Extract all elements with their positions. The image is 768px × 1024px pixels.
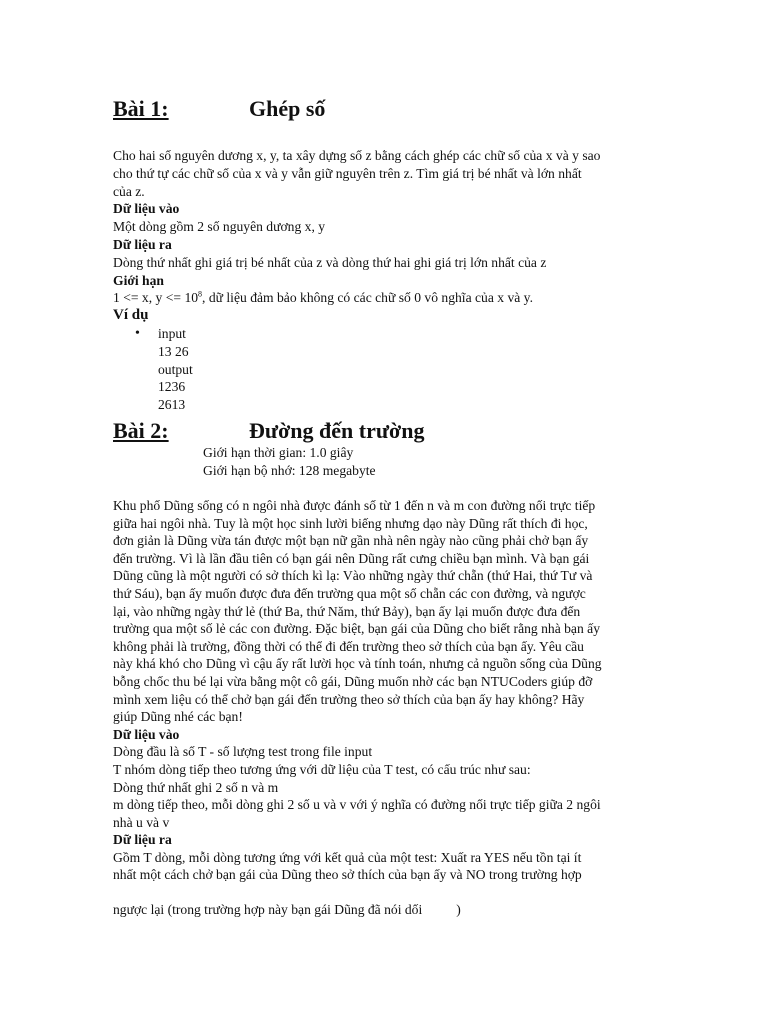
output-line: Gồm T dòng, mỗi dòng tương ứng với kết quả của một test: Xuất ra YES nếu tồn tại ít	[113, 849, 582, 865]
problem-1-label: Bài 1:	[113, 96, 169, 121]
input-line: T nhóm dòng tiếp theo tương ứng với dữ liệu của T test, có cấu trúc như sau:	[113, 761, 531, 777]
memory-limit: Giới hạn bộ nhớ: 128 megabyte	[203, 462, 376, 478]
problem-1-heading	[113, 96, 325, 122]
input-line: m dòng tiếp theo, mỗi dòng ghi 2 số u và v với ý nghĩa có đường nối trực tiếp giữa 2 ngôi	[113, 797, 601, 813]
example-line: input	[158, 325, 186, 341]
intro-line: Cho hai số nguyên dương x, y, ta xây dựng số z bằng cách ghép các chữ số của x và y sao	[113, 148, 601, 163]
problem-2-body	[113, 497, 658, 919]
story-line: thứ Sáu), bạn ấy muốn được đưa đến trường qua một số chẵn các con đường, và ngược	[113, 585, 586, 601]
example-line: 13 26	[158, 343, 189, 359]
story-line: này khá khó cho Dũng vì cậu ấy rất lười học và tính toán, nhưng cả nguồn sống của Dũng	[113, 656, 602, 672]
output-description: Dòng thứ nhất ghi giá trị bé nhất của z và dòng thứ hai ghi giá trị lớn nhất của z	[113, 254, 547, 270]
example-list	[113, 325, 658, 414]
output-line-tail	[113, 901, 658, 919]
problem-2-limits	[203, 444, 376, 480]
intro-line: cho thứ tự các chữ số của x và y vẫn giữ nguyên trên z. Tìm giá trị bé nhất và lớn nhất	[113, 165, 582, 181]
problem-1-body	[113, 147, 658, 414]
story-line: Khu phố Dũng sống có n ngôi nhà được đánh số từ 1 đến n và m con đường nối trực tiếp	[113, 498, 596, 513]
problem-2-heading	[113, 418, 424, 444]
input-heading-2: Dữ liệu vào	[113, 726, 180, 742]
output-tail-end: )	[456, 902, 461, 918]
story-line: bỗng chốc thu bé lại vừa bằng một cô gái, Dũng muốn nhờ các bạn NTUCoders giúp đỡ	[113, 673, 593, 689]
story-line: đơn giản là Dũng vừa tán được một bạn nữ gần nhà nên ngày nào cũng phải chở bạn ấy	[113, 533, 589, 549]
input-line: Dòng đầu là số T - số lượng test trong file input	[113, 744, 373, 760]
example-line: 1236	[158, 379, 186, 395]
story-line: mình xem liệu có thể chở bạn gái đến trường theo sở thích của bạn ấy hay không? Hãy	[113, 691, 585, 707]
problem-2-label: Bài 2:	[113, 418, 169, 443]
time-limit: Giới hạn thời gian: 1.0 giây	[203, 445, 354, 460]
story-line: không phải là trường, đồng thời có thể đi đến trường theo sở thích của bạn ấy. Yêu cầu	[113, 638, 584, 654]
output-heading-2: Dữ liệu ra	[113, 832, 172, 848]
input-heading: Dữ liệu vào	[113, 201, 180, 217]
limit-exponent: 8	[198, 289, 203, 299]
input-description: Một dòng gồm 2 số nguyên dương x, y	[113, 219, 326, 235]
intro-line: của z.	[113, 183, 145, 199]
problem-2-title: Đường đến trường	[249, 418, 425, 443]
output-line: nhất một cách chở bạn gái của Dũng theo sở thích của bạn ấy và NO trong trường hợp	[113, 867, 582, 883]
story-line: trường qua một số lẻ các con đường. Đặc biệt, bạn gái của Dũng cho biết rằng nhà bạn ấy	[113, 621, 600, 637]
story-line: đến trường. Vì là lần đầu tiên có bạn gái nên Dũng rất cưng chiều bạn mình. Và bạn gái	[113, 550, 590, 566]
story-line: giữa hai ngôi nhà. Tuy là một học sinh lười biếng nhưng dạo này Dũng rất thích đi học,	[113, 515, 588, 531]
story-line: Dũng cũng là một người có sở thích kì lạ: Vào những ngày thứ chẵn (thứ Hai, thứ Tư và	[113, 568, 593, 584]
example-heading: Ví dụ	[113, 307, 149, 324]
input-line: Dòng thứ nhất ghi 2 số n và m	[113, 779, 279, 795]
output-tail-text: ngược lại (trong trường hợp này bạn gái Dũng đã nói dối	[113, 902, 423, 918]
limit-prefix: 1 <= x, y <= 10	[113, 290, 199, 306]
example-line: 2613	[158, 397, 186, 413]
story-line: lại, vào những ngày thứ lẻ (thứ Ba, thứ Năm, thứ Bảy), bạn ấy lại muốn được đưa đến	[113, 603, 581, 619]
story-line: giúp Dũng nhé các bạn!	[113, 709, 243, 725]
limit-description	[113, 289, 658, 307]
input-line: nhà u và v	[113, 814, 170, 830]
limit-heading: Giới hạn	[113, 272, 164, 288]
limit-suffix: , dữ liệu đảm bảo không có các chữ số 0 vô nghĩa của x và y.	[202, 290, 533, 306]
example-line: output	[158, 361, 193, 377]
output-heading: Dữ liệu ra	[113, 236, 172, 252]
problem-1-title: Ghép số	[249, 96, 326, 121]
bullet-icon: •	[135, 325, 140, 341]
